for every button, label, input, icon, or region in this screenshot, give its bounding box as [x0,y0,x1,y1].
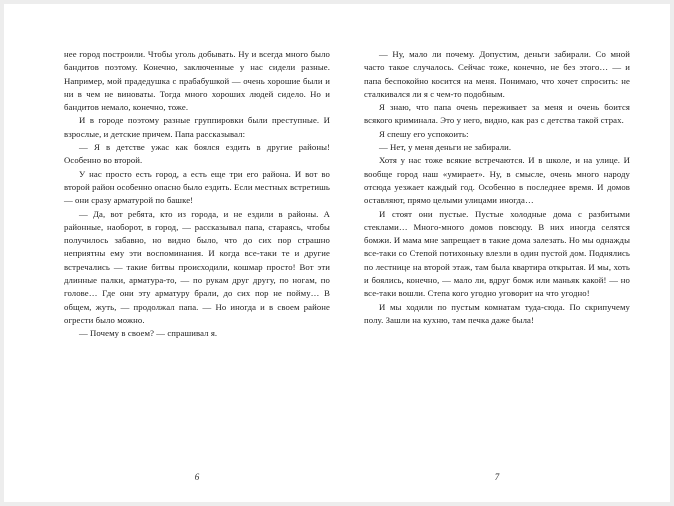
book-spread [4,4,670,502]
page-right [364,48,630,341]
text-block [4,48,670,341]
paragraph: Я спешу его успокоить: [379,128,469,139]
paragraph: У нас просто есть город, а есть еще три его района. И вот во второй район особенно опасно было ездить. Если местных встретишь — они сразу арматурой по башке! [64,168,330,206]
paragraph: — Я в детстве ужас как боялся ездить в другие районы! Особенно во второй. [64,142,330,166]
paragraph: Хотя у нас тоже всякие встречаются. И в школе, и на улице. И вообще город наш «умирает». Ну, в смысле, очень много народу отсюда уезжает каждый год. Особенно в последнее время. И домов оставляют, прямо целыми улицами иногда… [364,155,630,206]
paragraph: — Ну, мало ли почему. Допустим, деньги забирали. Со мной часто такое случалось. Сейчас тоже, конечно, не без этого… — и папа беспокойно косится на меня. Понимаю, что хочет спросить: не сталкивался ли я с чем-то подобным. [364,49,630,99]
page-number-left: 6 [194,472,200,482]
paragraph: И в городе поэтому разные группировки были преступные. И взрослые, и детские причем. Папа рассказывал: [64,115,330,139]
page-number-right: 7 [494,472,500,482]
paragraph: И стоят они пустые. Пустые холодные дома с разбитыми стеклами… Много-много домов повсюду. В них иногда селятся бомжи. И мама мне запрещает в такие дома залезать. Но мы однажды все-таки со Степой потихоньку влезли в один пустой дом. Поднялись по лестнице на второй этаж, там была квартира открытая. И мы, хоть и боялись, конечно, — мало ли, вдруг бомж или маньяк какой! — но все-таки вошли. Степа кого угодно уговорит на что угодно! [364,208,630,299]
paragraph: Я знаю, что папа очень переживает за меня и очень боится всякого криминала. Это у него, видно, как раз с детства такой страх. [364,102,630,126]
paragraph: — Почему в своем? — спрашивал я. [79,328,218,339]
paragraph: И мы ходили по пустым комнатам туда-сюда. По скрипучему полу. Зашли на кухню, там печка даже была! [364,301,630,325]
paragraph: — Да, вот ребята, кто из города, и не ездили в районы. А районные, наоборот, в город, — рассказывал папа, стараясь, чтобы получилось забавно, но видно было, что до сих пор страшно неприятны ему эти воспоминания. И когда все-таки те и другие встречались — такие битвы происходили, кошмар просто! Вот эти длинные палки, арматура-то, — по рукам друг другу, по ногам, по голове… Где они эту арматуру брали, до сих пор не пойму… В общем, жуть, — продолжал папа. — Но иногда и в своем районе огрести было можно. [64,208,330,325]
paragraph: — Нет, у меня деньги не забирали. [379,142,512,153]
page-left [64,48,330,341]
paragraph: нее город построили. Чтобы уголь добывать. Ну и всегда много было бандитов поэтому. Конечно, заключенные у нас сидели разные. Например, мой прадедушка с прабабушкой — очень хорошие были и ни в чем не виноваты. Тогда много хороших людей сидело. Но и бандитов немало, конечно, тоже. [64,49,330,113]
